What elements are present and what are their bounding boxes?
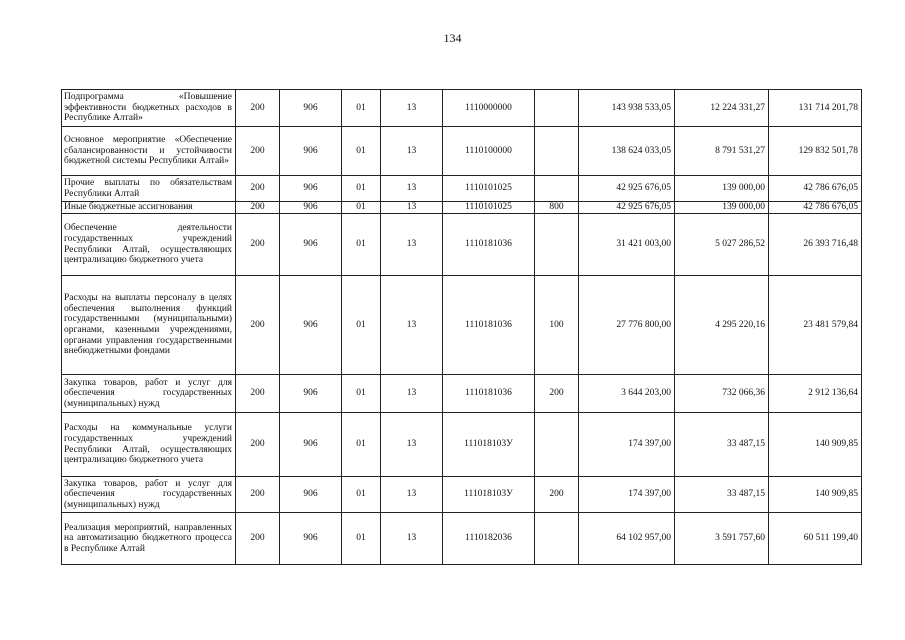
cell-rz: 01 (342, 413, 381, 477)
cell-sum-change: 33 487,15 (675, 477, 769, 513)
cell-vr (535, 176, 579, 202)
cell-vr (535, 127, 579, 176)
cell-sum-total: 140 909,85 (769, 477, 862, 513)
cell-csr: 1110000000 (443, 90, 535, 127)
cell-vr (535, 214, 579, 276)
cell-rz: 01 (342, 513, 381, 565)
table-row (62, 90, 862, 127)
cell-csr: 1110182036 (443, 513, 535, 565)
row-name: Расходы на выплаты персоналу в целях обеспечения выполнения функций государственными (муниципальными) органами, казенными учреждениями, органами управления государственными внебюджетными фондами (62, 276, 236, 375)
cell-vr (535, 90, 579, 127)
cell-pr: 13 (381, 413, 443, 477)
cell-pr: 13 (381, 477, 443, 513)
cell-csr: 1110181036 (443, 375, 535, 413)
cell-sum-approved: 3 644 203,00 (579, 375, 675, 413)
cell-ved: 200 (236, 477, 280, 513)
cell-sum-change: 12 224 331,27 (675, 90, 769, 127)
cell-ved: 200 (236, 375, 280, 413)
cell-grbs: 906 (280, 127, 342, 176)
cell-sum-total: 140 909,85 (769, 413, 862, 477)
table-row (62, 176, 862, 202)
budget-table (61, 89, 862, 565)
cell-csr: 111018103У (443, 413, 535, 477)
row-name: Расходы на коммунальные услуги государственных учреждений Республики Алтай, осуществляющих централизацию бюджетного учета (62, 413, 236, 477)
table-row (62, 513, 862, 565)
cell-rz: 01 (342, 202, 381, 214)
row-name: Подпрограмма «Повышение эффективности бюджетных расходов в Республике Алтай» (62, 90, 236, 127)
cell-grbs: 906 (280, 375, 342, 413)
row-name: Основное мероприятие «Обеспечение сбалансированности и устойчивости бюджетной системы Республики Алтай» (62, 127, 236, 176)
cell-ved: 200 (236, 214, 280, 276)
row-name: Прочие выплаты по обязательствам Республики Алтай (62, 176, 236, 202)
cell-sum-change: 139 000,00 (675, 176, 769, 202)
cell-sum-approved: 42 925 676,05 (579, 176, 675, 202)
table-row (62, 375, 862, 413)
table-row (62, 214, 862, 276)
cell-sum-change: 139 000,00 (675, 202, 769, 214)
cell-ved: 200 (236, 176, 280, 202)
cell-sum-total: 2 912 136,64 (769, 375, 862, 413)
cell-sum-change: 33 487,15 (675, 413, 769, 477)
cell-ved: 200 (236, 513, 280, 565)
table-row (62, 477, 862, 513)
cell-pr: 13 (381, 90, 443, 127)
cell-rz: 01 (342, 176, 381, 202)
cell-sum-change: 5 027 286,52 (675, 214, 769, 276)
cell-pr: 13 (381, 276, 443, 375)
cell-pr: 13 (381, 375, 443, 413)
cell-sum-total: 26 393 716,48 (769, 214, 862, 276)
cell-sum-total: 23 481 579,84 (769, 276, 862, 375)
cell-sum-total: 42 786 676,05 (769, 202, 862, 214)
cell-sum-approved: 42 925 676,05 (579, 202, 675, 214)
cell-grbs: 906 (280, 477, 342, 513)
cell-ved: 200 (236, 127, 280, 176)
cell-grbs: 906 (280, 413, 342, 477)
table-row (62, 413, 862, 477)
cell-pr: 13 (381, 176, 443, 202)
cell-grbs: 906 (280, 276, 342, 375)
cell-sum-approved: 143 938 533,05 (579, 90, 675, 127)
cell-vr (535, 513, 579, 565)
cell-rz: 01 (342, 276, 381, 375)
cell-csr: 1110100000 (443, 127, 535, 176)
cell-sum-approved: 64 102 957,00 (579, 513, 675, 565)
row-name: Закупка товаров, работ и услуг для обеспечения государственных (муниципальных) нужд (62, 375, 236, 413)
table-row (62, 202, 862, 214)
cell-sum-approved: 138 624 033,05 (579, 127, 675, 176)
cell-vr (535, 413, 579, 477)
cell-ved: 200 (236, 202, 280, 214)
cell-csr: 1110101025 (443, 202, 535, 214)
cell-grbs: 906 (280, 202, 342, 214)
row-name: Обеспечение деятельности государственных учреждений Республики Алтай, осуществляющих централизацию бюджетного учета (62, 214, 236, 276)
row-name: Закупка товаров, работ и услуг для обеспечения государственных (муниципальных) нужд (62, 477, 236, 513)
cell-vr: 200 (535, 375, 579, 413)
cell-sum-change: 8 791 531,27 (675, 127, 769, 176)
cell-vr: 100 (535, 276, 579, 375)
page-number: 134 (443, 31, 462, 45)
cell-sum-change: 4 295 220,16 (675, 276, 769, 375)
cell-csr: 1110181036 (443, 276, 535, 375)
cell-vr: 200 (535, 477, 579, 513)
cell-sum-approved: 174 397,00 (579, 413, 675, 477)
cell-ved: 200 (236, 276, 280, 375)
cell-sum-total: 42 786 676,05 (769, 176, 862, 202)
cell-grbs: 906 (280, 90, 342, 127)
table-row (62, 127, 862, 176)
cell-pr: 13 (381, 214, 443, 276)
cell-sum-total: 131 714 201,78 (769, 90, 862, 127)
cell-grbs: 906 (280, 513, 342, 565)
cell-sum-total: 60 511 199,40 (769, 513, 862, 565)
cell-ved: 200 (236, 90, 280, 127)
cell-pr: 13 (381, 202, 443, 214)
cell-rz: 01 (342, 214, 381, 276)
cell-rz: 01 (342, 477, 381, 513)
table-row (62, 276, 862, 375)
cell-sum-approved: 31 421 003,00 (579, 214, 675, 276)
cell-csr: 1110181036 (443, 214, 535, 276)
cell-sum-total: 129 832 501,78 (769, 127, 862, 176)
cell-grbs: 906 (280, 176, 342, 202)
row-name: Реализация мероприятий, направленных на автоматизацию бюджетного процесса в Республике Алтай (62, 513, 236, 565)
cell-rz: 01 (342, 90, 381, 127)
cell-rz: 01 (342, 375, 381, 413)
cell-pr: 13 (381, 127, 443, 176)
cell-grbs: 906 (280, 214, 342, 276)
cell-csr: 111018103У (443, 477, 535, 513)
row-name: Иные бюджетные ассигнования (62, 202, 236, 214)
cell-ved: 200 (236, 413, 280, 477)
cell-sum-change: 732 066,36 (675, 375, 769, 413)
cell-sum-approved: 27 776 800,00 (579, 276, 675, 375)
cell-vr: 800 (535, 202, 579, 214)
cell-csr: 1110101025 (443, 176, 535, 202)
cell-sum-approved: 174 397,00 (579, 477, 675, 513)
cell-pr: 13 (381, 513, 443, 565)
cell-rz: 01 (342, 127, 381, 176)
cell-sum-change: 3 591 757,60 (675, 513, 769, 565)
